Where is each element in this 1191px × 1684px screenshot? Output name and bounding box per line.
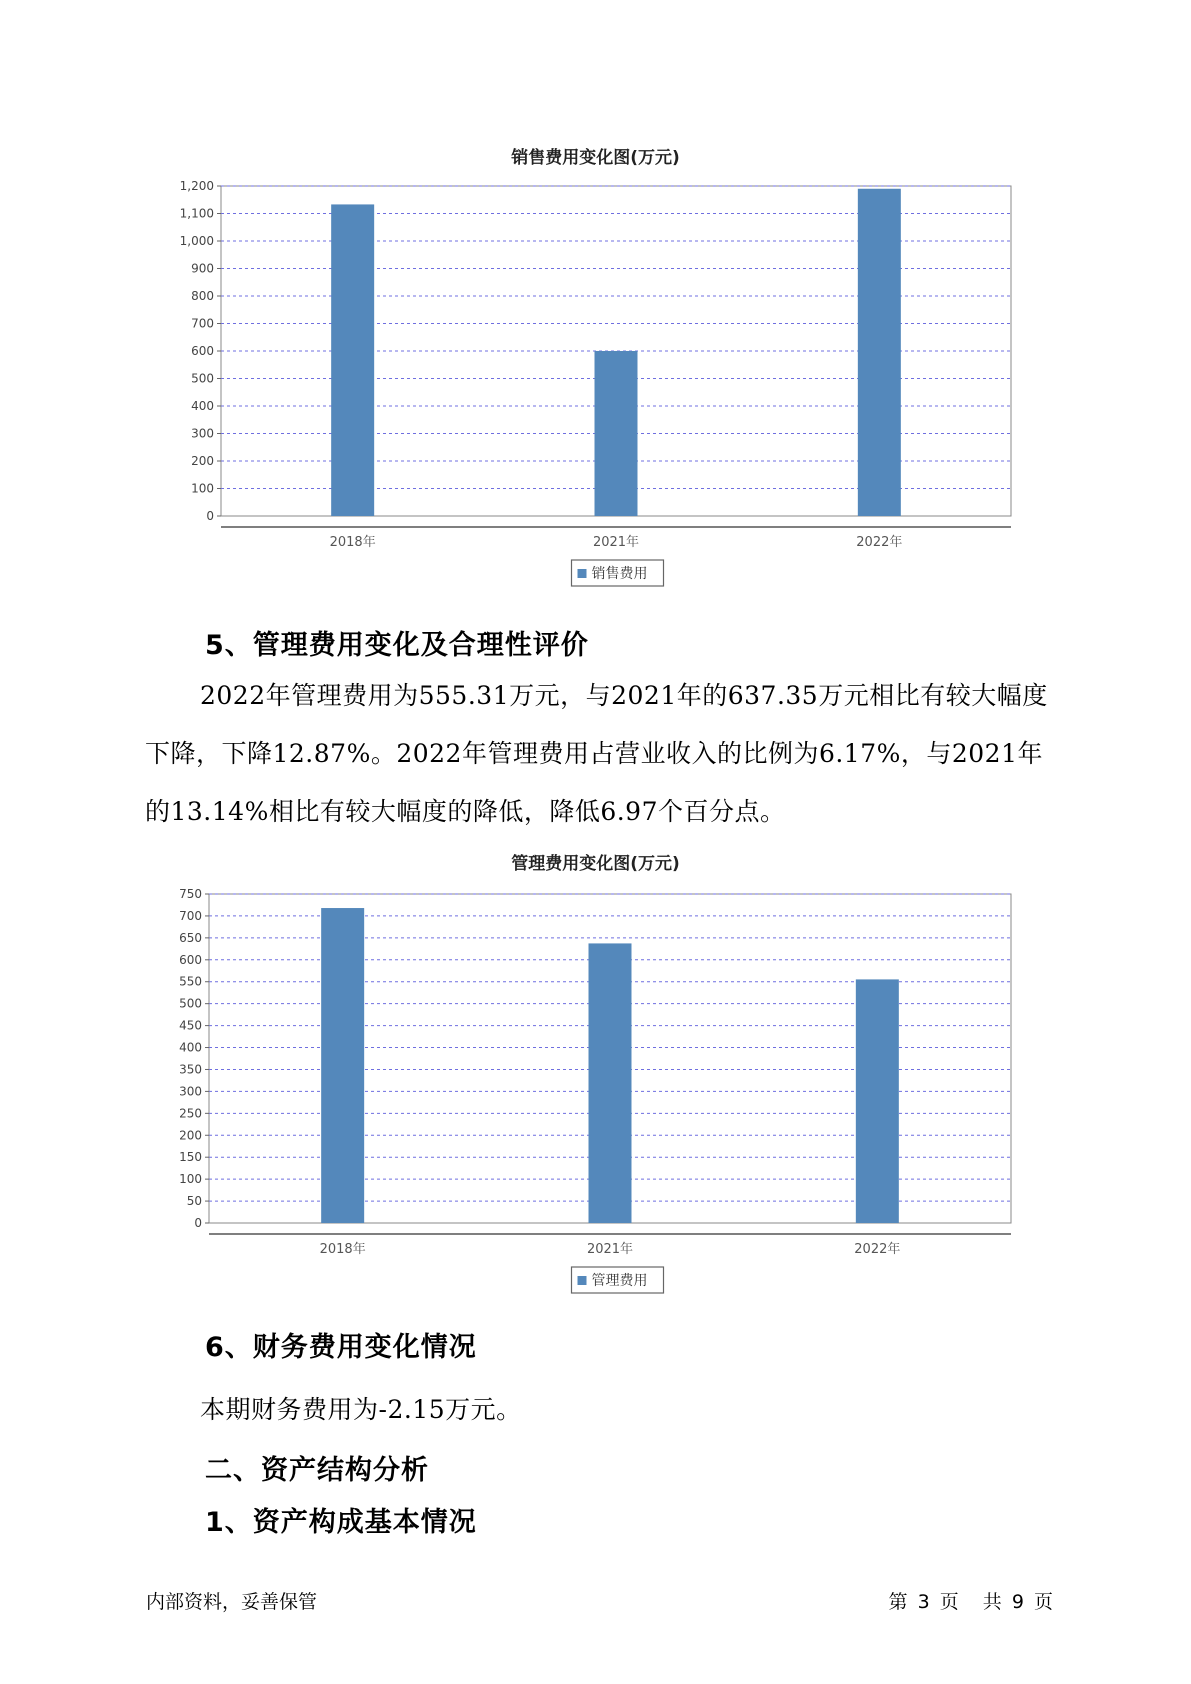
y-tick-label: 400	[179, 1040, 202, 1055]
y-tick-label: 50	[186, 1194, 202, 1209]
y-tick-label: 300	[191, 426, 214, 441]
chart1-title: 销售费用变化图(万元)	[511, 148, 680, 168]
y-tick-label: 600	[191, 344, 214, 358]
y-tick-label: 650	[179, 930, 202, 945]
y-tick-label: 600	[179, 952, 202, 967]
y-tick-label: 700	[191, 316, 214, 331]
y-tick-label: 200	[179, 1128, 202, 1143]
y-tick-label: 800	[191, 289, 214, 303]
x-tick-label: 2022年	[856, 535, 903, 550]
x-tick-label: 2021年	[586, 1242, 634, 1257]
bar	[589, 943, 632, 1223]
footer-total-suffix: 页	[1033, 1591, 1053, 1613]
legend-label: 管理费用	[591, 1273, 648, 1289]
y-tick-label: 700	[179, 908, 202, 923]
footer-page-suffix: 页	[939, 1591, 959, 1613]
y-tick-label: 150	[179, 1150, 202, 1165]
y-tick-label: 350	[179, 1062, 202, 1077]
y-tick-label: 100	[191, 481, 214, 496]
legend	[572, 560, 664, 586]
y-tick-label: 0	[206, 509, 214, 523]
y-tick-label: 400	[191, 399, 214, 413]
footer-page-number	[885, 1587, 1053, 1614]
y-tick-label: 1,000	[179, 234, 214, 248]
legend	[572, 1267, 664, 1293]
y-tick-label: 750	[179, 887, 202, 901]
footer-total-prefix: 共	[982, 1591, 1002, 1613]
y-tick-label: 1,200	[179, 179, 214, 193]
y-tick-label: 550	[179, 974, 202, 989]
x-tick-label: 2018年	[329, 535, 376, 550]
y-tick-label: 500	[191, 371, 214, 386]
legend-swatch	[578, 569, 587, 578]
y-tick-label: 0	[194, 1216, 202, 1230]
bar	[595, 351, 638, 516]
bar	[331, 204, 374, 516]
section-ii-heading: 二、资产结构分析	[205, 1455, 429, 1486]
y-tick-label: 500	[179, 996, 202, 1011]
section5-heading: 5、管理费用变化及合理性评价	[205, 630, 589, 661]
y-tick-label: 300	[179, 1084, 202, 1099]
x-tick-label: 2021年	[592, 535, 640, 550]
legend-label: 销售费用	[591, 566, 648, 582]
chart2-title: 管理费用变化图(万元)	[511, 854, 680, 874]
y-tick-label: 450	[179, 1018, 202, 1033]
bar	[856, 979, 899, 1223]
y-tick-label: 1,100	[179, 206, 214, 221]
y-tick-label: 900	[191, 261, 214, 276]
footer-page-prefix: 第	[888, 1591, 908, 1613]
y-tick-label: 100	[179, 1172, 202, 1187]
y-tick-label: 200	[191, 454, 214, 468]
admin-expense-chart	[0, 880, 1191, 1305]
section6-heading: 6、财务费用变化情况	[205, 1332, 477, 1363]
bar	[858, 189, 901, 516]
footer-total-num: 9	[1011, 1591, 1024, 1613]
legend-swatch	[578, 1276, 587, 1285]
footer-page-num: 3	[917, 1591, 930, 1613]
bar	[321, 908, 364, 1223]
section-ii-1-heading: 1、资产构成基本情况	[205, 1507, 477, 1538]
x-tick-label: 2018年	[319, 1242, 366, 1257]
x-tick-label: 2022年	[854, 1242, 901, 1257]
sales-expense-chart	[0, 178, 1191, 598]
y-tick-label: 250	[179, 1106, 202, 1121]
section6-text: 本期财务费用为-2.15万元。	[200, 1395, 522, 1424]
section5-paragraph: 2022年管理费用为555.31万元，与2021年的637.35万元相比有较大幅度下降，下降12.87%。2022年管理费用占营业收入的比例为6.17%，与2021年的13.14%相比有较大幅度的降低，降低6.97个百分点。	[145, 681, 1048, 826]
footer-confidential: 内部资料，妥善保管	[146, 1591, 318, 1613]
